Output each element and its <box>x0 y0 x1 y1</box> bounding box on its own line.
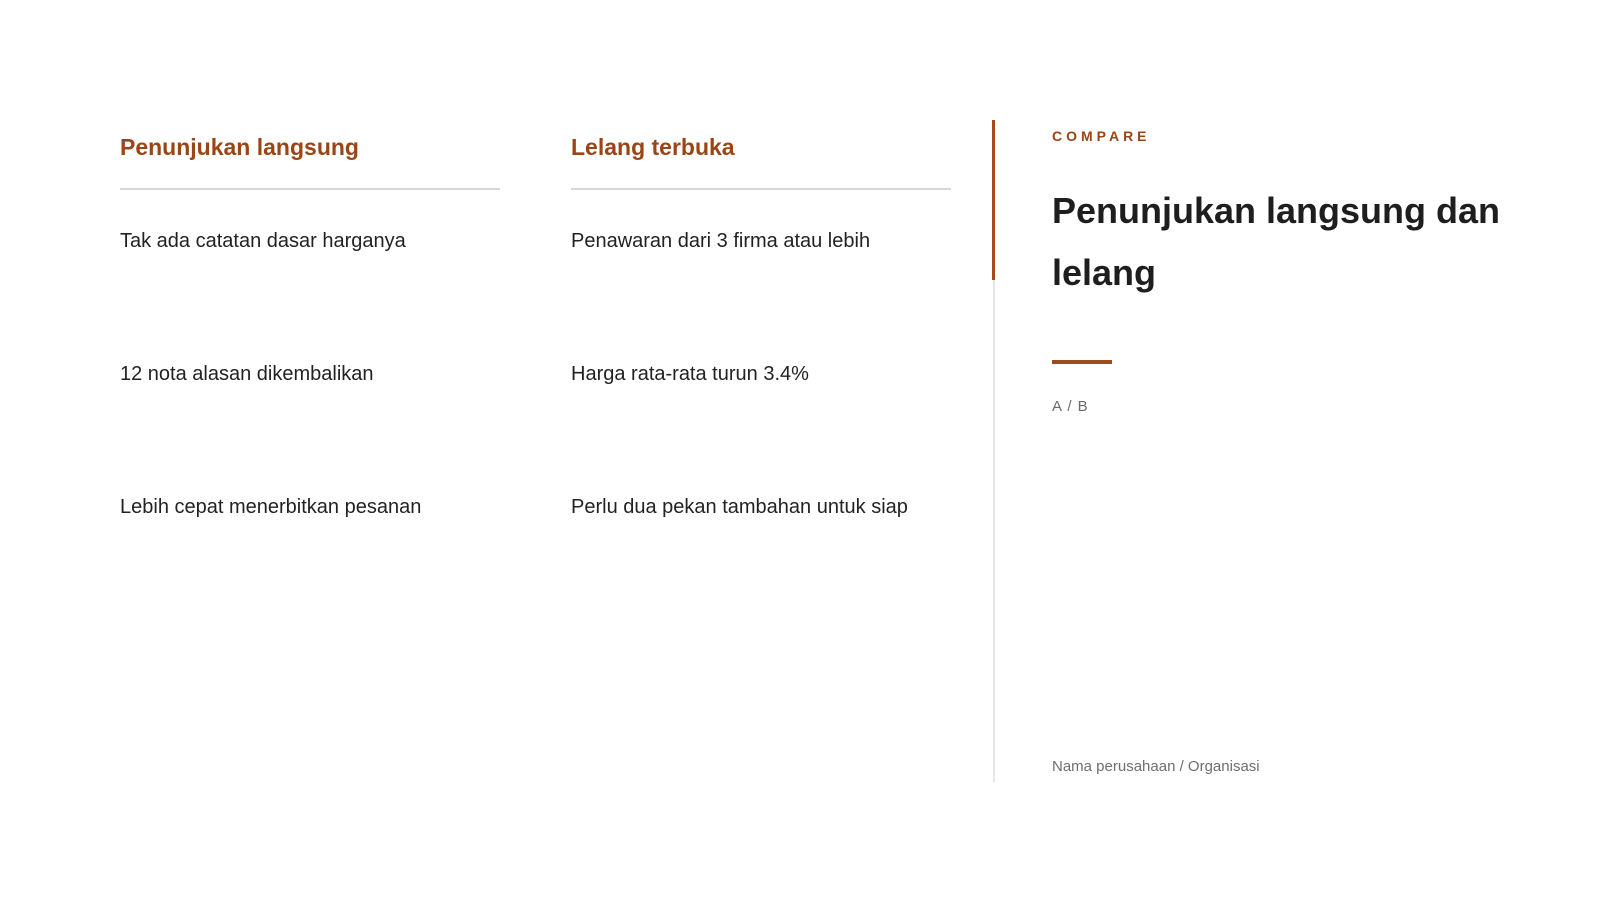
column-b-item: Penawaran dari 3 firma atau lebih <box>571 230 871 252</box>
column-b-item: Harga rata-rata turun 3.4% <box>571 363 809 385</box>
organization-name: Nama perusahaan / Organisasi <box>1052 758 1260 775</box>
column-b <box>571 120 951 589</box>
ab-label: A / B <box>1052 398 1089 415</box>
accent-rule <box>1052 360 1112 364</box>
side-title: Penunjukan langsung dan lelang <box>1052 190 1501 293</box>
column-b-item: Perlu dua pekan tambahan untuk siap <box>571 496 908 518</box>
column-a-item: Lebih cepat menerbitkan pesanan <box>120 496 422 518</box>
vertical-divider-accent <box>992 120 995 280</box>
column-a-item: 12 nota alasan dikembalikan <box>120 363 374 385</box>
column-a-item: Tak ada catatan dasar harganya <box>120 230 406 252</box>
column-b-header: Lelang terbuka <box>571 120 951 190</box>
column-a <box>120 120 500 589</box>
column-a-header: Penunjukan langsung <box>120 120 500 190</box>
side-panel <box>1052 120 1552 782</box>
eyebrow-label: COMPARE <box>1052 128 1151 144</box>
